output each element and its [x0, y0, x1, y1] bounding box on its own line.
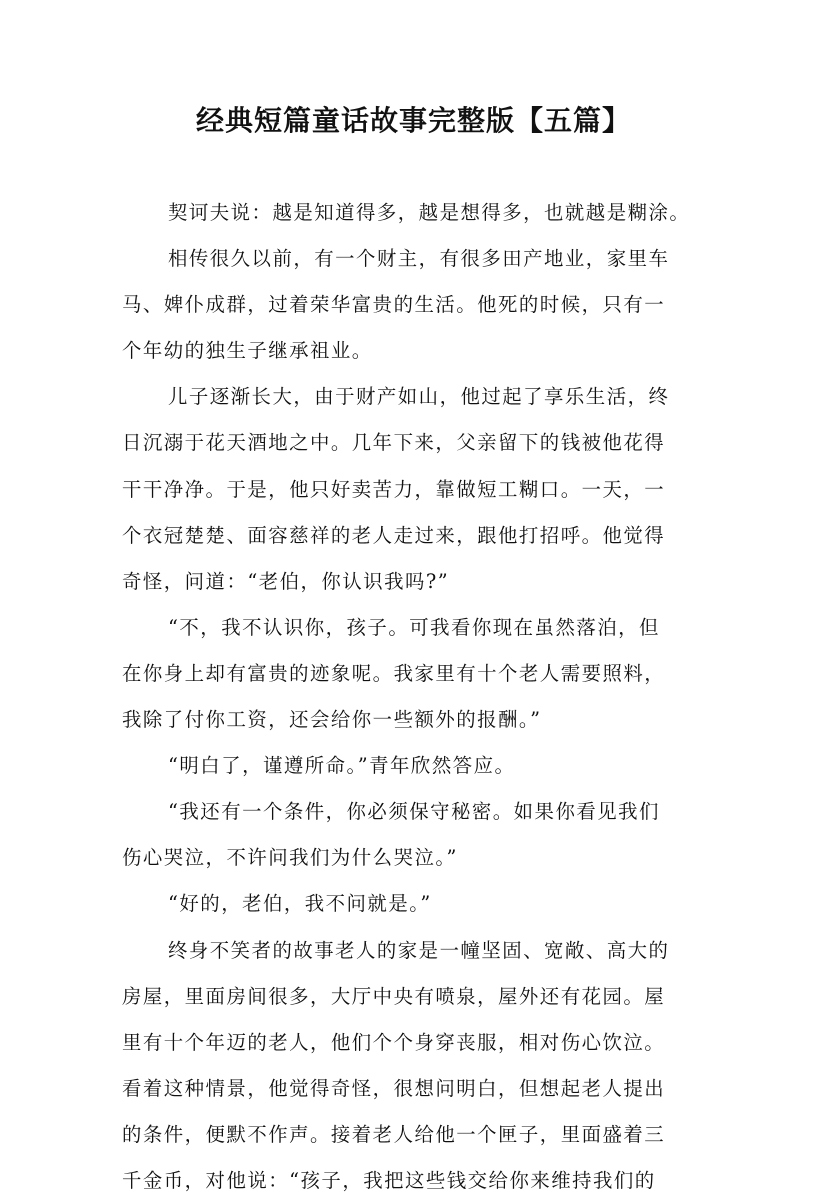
paragraph-line: 个衣冠楚楚、面容慈祥的老人走过来，跟他打招呼。他觉得 — [122, 523, 666, 547]
document-body — [122, 190, 710, 1204]
document-title: 经典短篇童话故事完整版【五篇】 — [195, 104, 631, 137]
paragraph-line: 房屋，里面房间很多，大厅中央有喷泉，屋外还有花园。屋 — [122, 984, 666, 1008]
paragraph-line: 干干净净。于是，他只好卖苦力，靠做短工糊口。一天，一 — [122, 477, 666, 501]
paragraph-line: 看着这种情景，他觉得奇怪，很想问明白，但想起老人提出 — [122, 1076, 666, 1100]
paragraph-line: 儿子逐渐长大，由于财产如山，他过起了享乐生活，终 — [168, 385, 670, 409]
paragraph-line: “我还有一个条件，你必须保守秘密。如果你看见我们 — [168, 800, 660, 824]
paragraph-line: 终身不笑者的故事老人的家是一幢坚固、宽敞、高大的 — [168, 938, 670, 962]
paragraph-line: 契诃夫说：越是知道得多，越是想得多，也就越是糊涂。 — [168, 201, 691, 224]
paragraph-line: 的条件，便默不作声。接着老人给他一个匣子，里面盛着三 — [122, 1122, 666, 1146]
paragraph-line: 日沉溺于花天酒地之中。几年下来，父亲留下的钱被他花得 — [122, 431, 666, 455]
paragraph-line: 奇怪，问道：“老伯，你认识我吗?” — [122, 569, 450, 593]
paragraph-line: 相传很久以前，有一个财主，有很多田产地业，家里车 — [168, 247, 670, 271]
paragraph-line: 里有十个年迈的老人，他们个个身穿丧服，相对伤心饮泣。 — [122, 1030, 666, 1054]
paragraph-line: “明白了，谨遵所命。”青年欣然答应。 — [168, 754, 516, 778]
paragraph-line: “好的，老伯，我不问就是。” — [168, 892, 432, 916]
paragraph-line: “不，我不认识你，孩子。可我看你现在虽然落泊，但 — [168, 615, 660, 639]
paragraph-line: 伤心哭泣，不许问我们为什么哭泣。” — [122, 846, 458, 870]
paragraph-line: 我除了付你工资，还会给你一些额外的报酬。” — [122, 708, 542, 732]
paragraph-line: 个年幼的独生子继承祖业。 — [122, 339, 373, 363]
paragraph-line: 在你身上却有富贵的迹象呢。我家里有十个老人需要照料， — [122, 661, 666, 685]
paragraph-line: 马、婢仆成群，过着荣华富贵的生活。他死的时候，只有一 — [122, 293, 666, 317]
paragraph-line: 千金币，对他说：“孩子，我把这些钱交给你来维持我们的 — [122, 1168, 656, 1192]
